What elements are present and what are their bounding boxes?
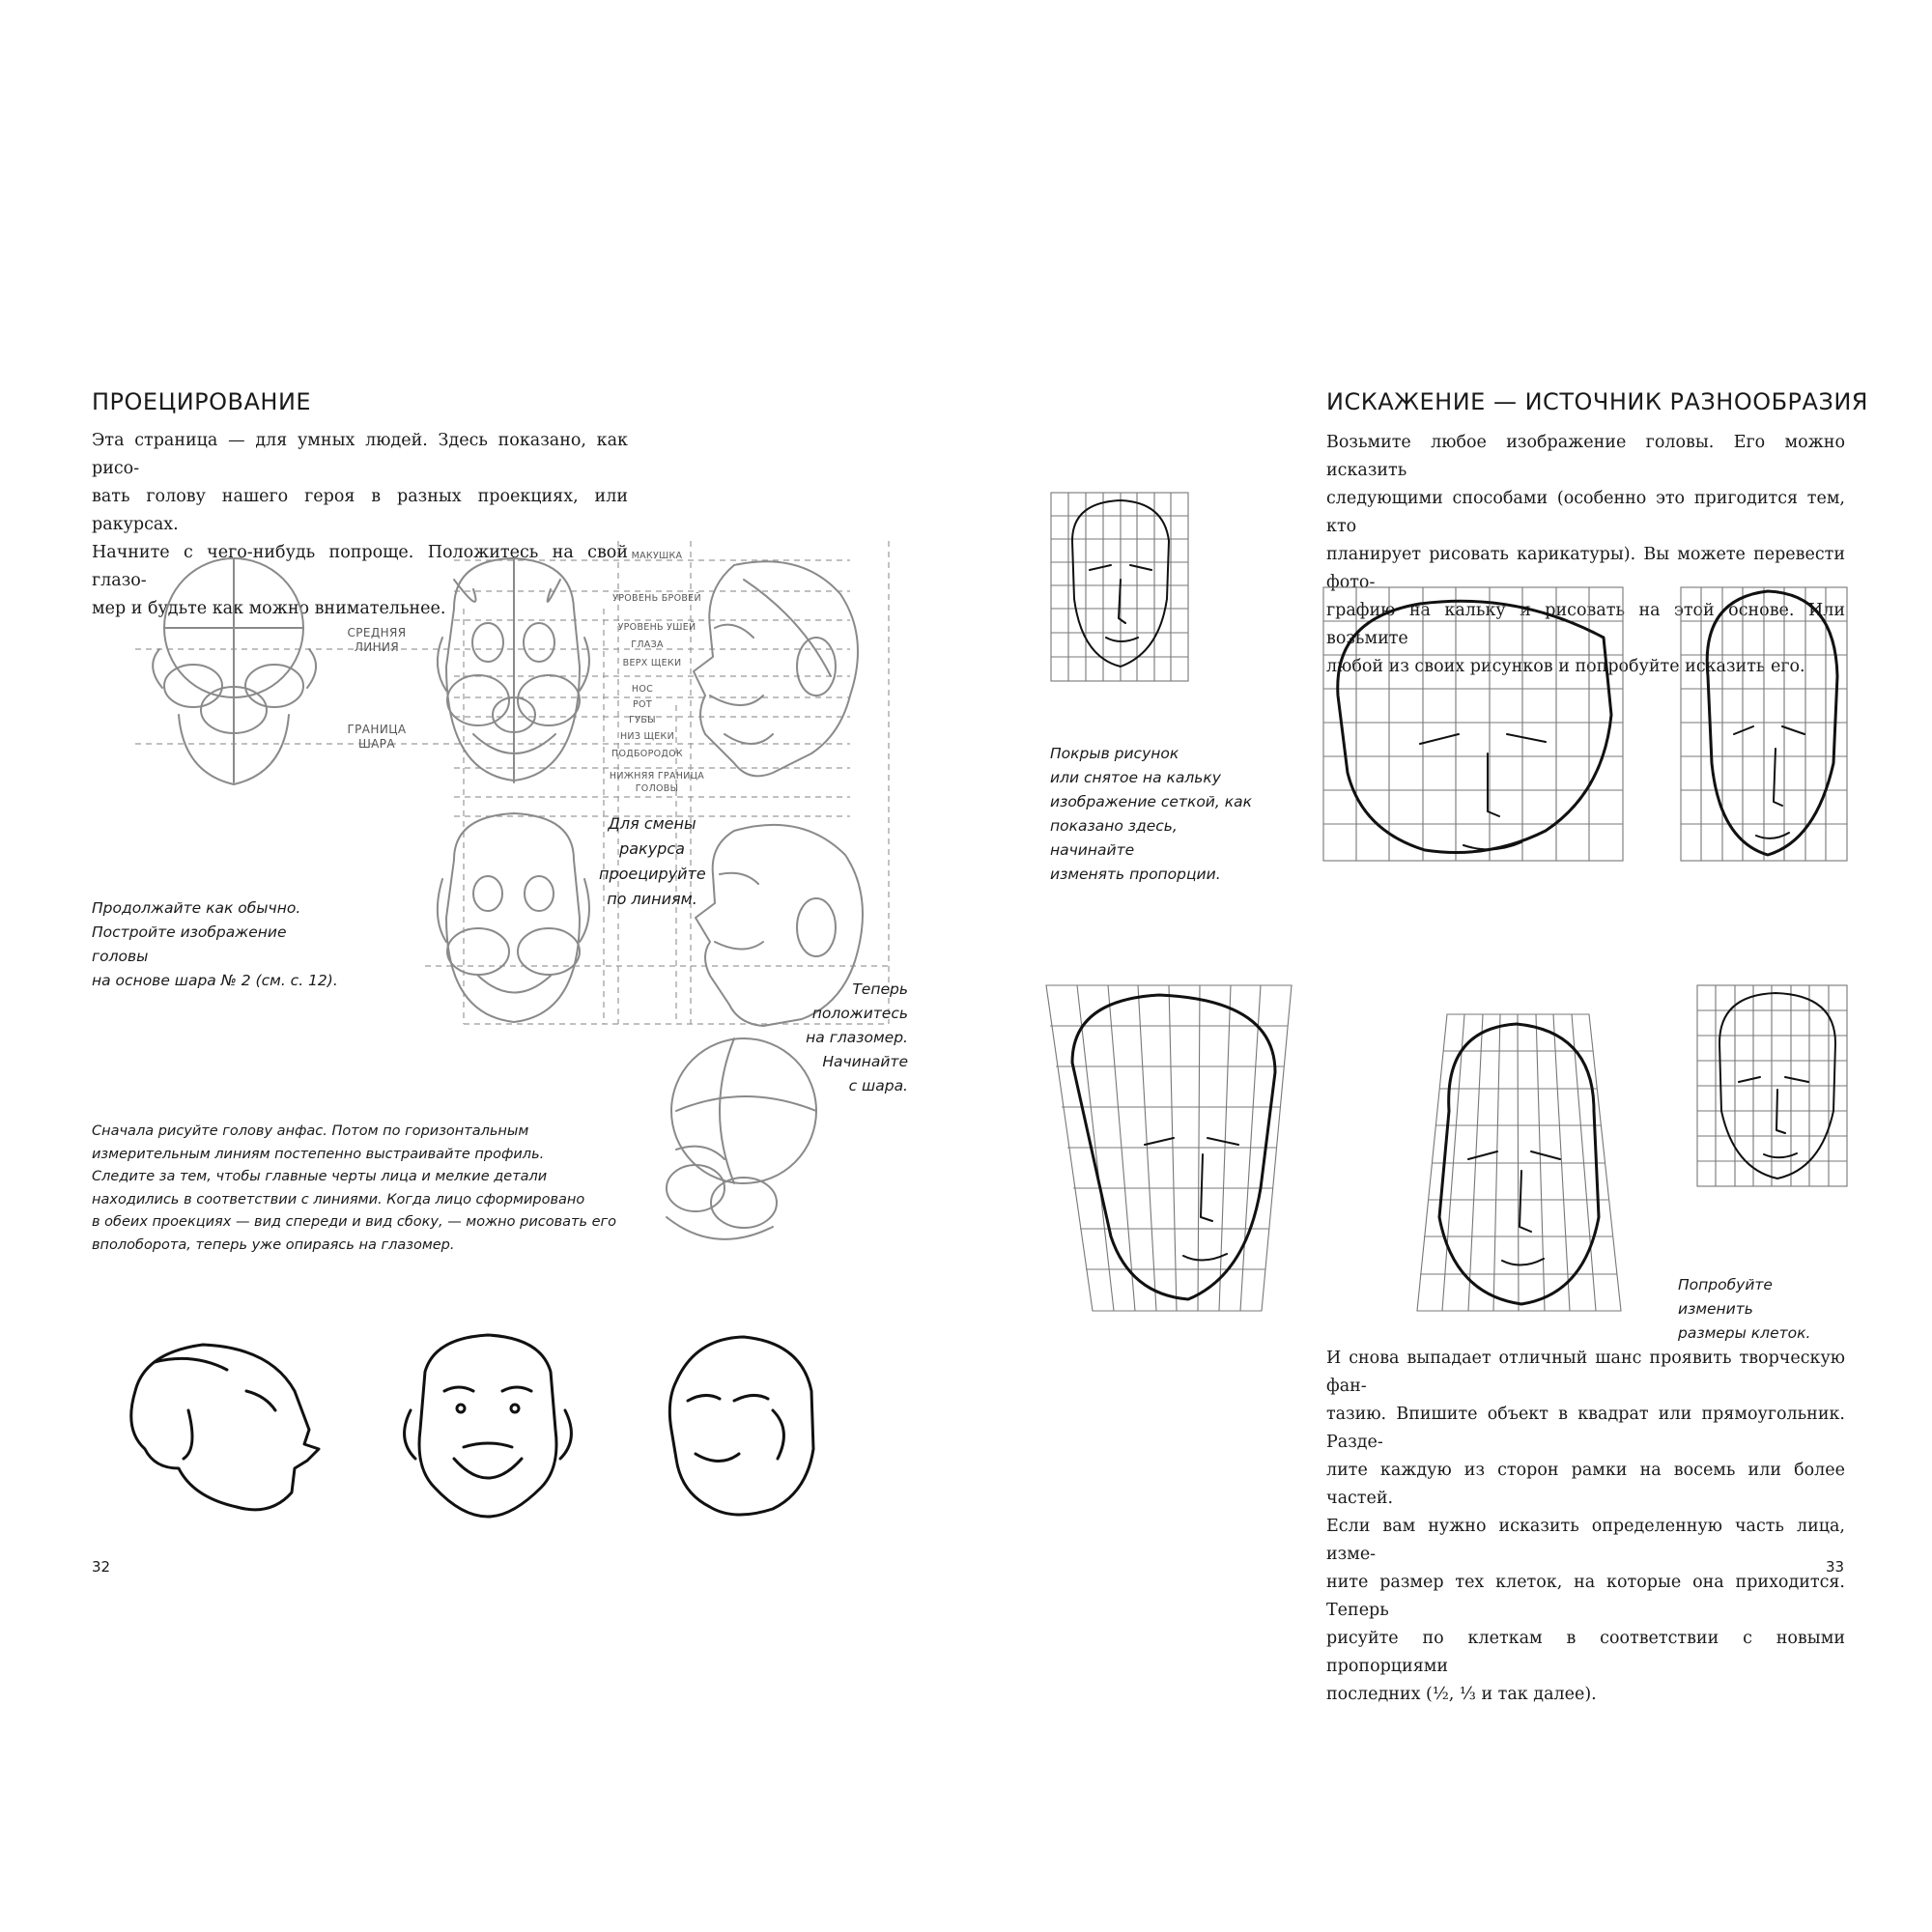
text-line: планирует рисовать карикатуры). Вы можете перевести фото- [1326,545,1845,592]
grid-small-right [1697,985,1847,1186]
caption-line: Начинайте [822,1053,908,1070]
text-line: рисуйте по клеткам в соответствии с новыми пропорциями [1326,1629,1845,1676]
left-page-number: 32 [92,1558,111,1576]
right-page-number: 33 [1826,1558,1845,1576]
caption-line: на основе шара № 2 (см. с. 12). [92,972,338,989]
label-line: ШАРА [357,737,396,751]
text-line: любой из своих рисунков и попробуйте исказить его. [1326,657,1805,676]
label-line: ЛИНИЯ [354,640,400,654]
caption-grid [1050,742,1263,887]
text-line: Эта страница — для умных людей. Здесь показано, как рисо- [92,431,628,478]
text-line: Возьмите любое изображение головы. Его можно исказить [1326,433,1845,480]
left-page-title: ПРОЕЦИРОВАНИЕ [92,388,312,415]
caption-line: или снятое на кальку [1050,769,1221,786]
note-line: Для смены [608,814,696,833]
note-line: по линиям. [607,890,697,908]
caption-line: Теперь [852,980,908,998]
right-page-title: ИСКАЖЕНИЕ — ИСТОЧНИК РАЗНООБРАЗИЯ [1326,388,1868,415]
grid-narrow [1681,587,1847,861]
label-brows: УРОВЕНЬ БРОВЕЙ [612,593,701,604]
label-ears: УРОВЕНЬ УШЕЙ [617,622,696,633]
label-line: СРЕДНЯЯ [347,626,407,639]
text-line: последних (½, ⅓ и так далее). [1326,1685,1597,1704]
text-line: лите каждую из сторон рамки на восемь или более частей. [1326,1461,1845,1508]
label-chin: ПОДБОРОДОК [611,749,683,759]
label-lips: ГУБЫ [629,715,656,725]
label-makushka: МАКУШКА [631,551,683,561]
caption-line: положитесь [811,1005,908,1022]
label-nose: НОС [631,684,654,695]
label-line: НИЖНЯЯ ГРАНИЦА [609,771,705,781]
label-eyes: ГЛАЗА [631,639,664,650]
text-line: следующими способами (особенно это пригодится тем, кто [1326,489,1845,536]
caption-line: Покрыв рисунок [1050,745,1179,762]
label-cheek-top: ВЕРХ ЩЕКИ [622,658,682,668]
caption-line: на глазомер. [806,1029,908,1046]
caption-line: Сначала рисуйте голову анфас. Потом по горизонтальным [92,1123,529,1139]
text-line: И снова выпадает отличный шанс проявить творческую фан- [1326,1349,1845,1396]
note-line: проецируйте [599,865,706,883]
grid-small-original [1051,493,1188,681]
text-line: Начните с чего-нибудь попроще. Положитесь на свой глазо- [92,543,628,590]
note-line: ракурса [619,839,685,858]
caption-line: Постройте изображение головы [92,923,287,965]
grid-inverted-trapezoid [1417,1014,1621,1311]
caption-line: в обеих проекциях — вид спереди и вид сбоку, — можно рисовать его [92,1214,617,1230]
grid-wide [1323,587,1623,861]
grid-trapezoid [1046,985,1292,1311]
caption-line: изображение сеткой, как [1050,793,1252,810]
text-line: мер и будьте как можно внимательнее. [92,599,446,618]
text-line: вать голову нашего героя в разных проекциях, или ракурсах. [92,487,628,534]
caption-line: Попробуйте изменить [1678,1276,1773,1318]
text-line: ните размер тех клеток, на которые она приходится. Теперь [1326,1573,1845,1620]
caption-line: с шара. [848,1077,908,1094]
label-mouth: РОТ [633,699,652,710]
caption-line: Продолжайте как обычно. [92,899,301,917]
right-outro-paragraph [1326,1345,1845,1709]
caption-line: размеры клеток. [1678,1324,1811,1342]
caption-cells [1678,1273,1852,1346]
caption-line: Следите за тем, чтобы главные черты лица и мелкие детали [92,1169,548,1184]
caption-line: находились в соответствии с линиями. Когда лицо сформировано [92,1191,585,1208]
text-line: графию на кальку и рисовать на этой основе. Или возьмите [1326,601,1845,648]
label-line: ГРАНИЦА [347,723,407,736]
label-line: ГОЛОВЫ [635,783,679,794]
caption-line: измерительным линиям постепенно выстраивайте профиль. [92,1146,545,1162]
caption-line: изменять пропорции. [1050,866,1221,883]
text-line: Если вам нужно исказить определенную часть лица, изме- [1326,1517,1845,1564]
caption-line: вполоборота, теперь уже опираясь на глазомер. [92,1236,455,1253]
caption-line: показано здесь, начинайте [1050,817,1178,859]
label-cheek-bottom: НИЗ ЩЕКИ [619,731,674,742]
text-line: тазию. Впишите объект в квадрат или прямоугольник. Разде- [1326,1405,1845,1452]
